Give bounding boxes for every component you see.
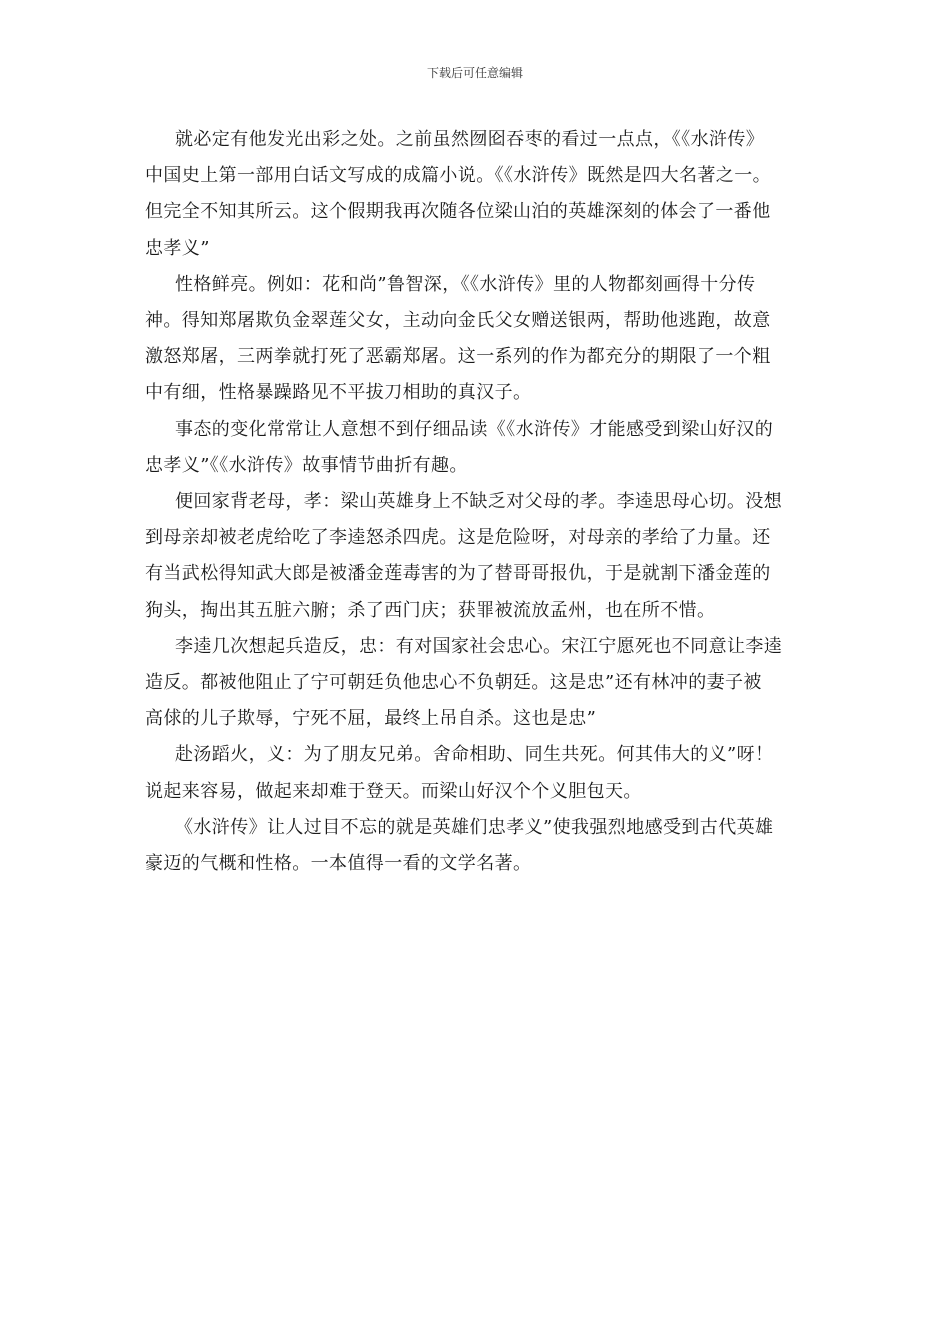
paragraph-3 — [145, 412, 825, 484]
paragraph-4 — [145, 484, 825, 629]
paragraph-6 — [145, 737, 825, 809]
page-header: 下载后可任意编辑 — [426, 66, 523, 80]
text-line: 神。得知郑屠欺负金翠莲父女，主动向金氏父女赠送银两，帮助他逃跑，故意 — [145, 310, 771, 332]
paragraph-7 — [145, 810, 825, 882]
paragraph-1 — [145, 122, 825, 267]
text-line: 造反。都被他阻止了宁可朝廷负他忠心不负朝廷。这是忠”还有林冲的妻子被 — [145, 672, 762, 694]
text-line: 赴汤蹈火，义：为了朋友兄弟。舍命相助、同生共死。何其伟大的义”呀！ — [175, 744, 774, 766]
essay-body — [145, 122, 825, 882]
text-line: 到母亲却被老虎给吃了李逵怒杀四虎。这是危险呀，对母亲的孝给了力量。还 — [145, 527, 771, 549]
text-line: 狗头，掏出其五脏六腑；杀了西门庆；获罪被流放孟州，也在所不惜。 — [145, 599, 716, 621]
paragraph-5 — [145, 629, 825, 738]
text-line: 《水浒传》让人过目不忘的就是英雄们忠孝义”使我强烈地感受到古代英雄 — [175, 816, 774, 838]
text-line: 性格鲜亮。例如：花和尚”鲁智深，《《水浒传》里的人物都刻画得十分传 — [175, 273, 756, 295]
text-line: 中有细，性格暴躁路见不平拔刀相助的真汉子。 — [145, 382, 532, 404]
text-line: 激怒郑屠，三两拳就打死了恶霸郑屠。这一系列的作为都充分的期限了一个粗 — [145, 346, 771, 368]
text-line: 事态的变化常常让人意想不到仔细品读《《水浒传》才能感受到梁山好汉的 — [175, 418, 774, 440]
paragraph-2 — [145, 267, 825, 412]
text-line: 豪迈的气概和性格。一本值得一看的文学名著。 — [145, 853, 532, 875]
text-line: 便回家背老母，孝：梁山英雄身上不缺乏对父母的孝。李逵思母心切。没想 — [175, 491, 783, 513]
text-line: 就必定有他发光出彩之处。之前虽然囫囵吞枣的看过一点点，《《水浒传》 — [175, 129, 765, 150]
text-line: 高俅的儿子欺辱，宁死不屈，最终上吊自杀。这也是忠” — [145, 708, 597, 730]
text-line: 忠孝义” — [145, 237, 210, 259]
text-line: 李逵几次想起兵造反，忠：有对国家社会忠心。宋江宁愿死也不同意让李逵 — [175, 635, 783, 657]
text-line: 有当武松得知武大郎是被潘金莲毒害的为了替哥哥报仇，于是就割下潘金莲的 — [145, 563, 771, 585]
text-line: 但完全不知其所云。这个假期我再次随各位梁山泊的英雄深刻的体会了一番他 — [145, 201, 771, 223]
text-line: 忠孝义”《《水浒传》故事情节曲折有趣。 — [145, 454, 468, 476]
text-line: 说起来容易，做起来却难于登天。而梁山好汉个个义胆包天。 — [145, 780, 642, 802]
text-line: 中国史上第一部用白话文写成的成篇小说。《《水浒传》既然是四大名著之一。 — [145, 165, 771, 187]
